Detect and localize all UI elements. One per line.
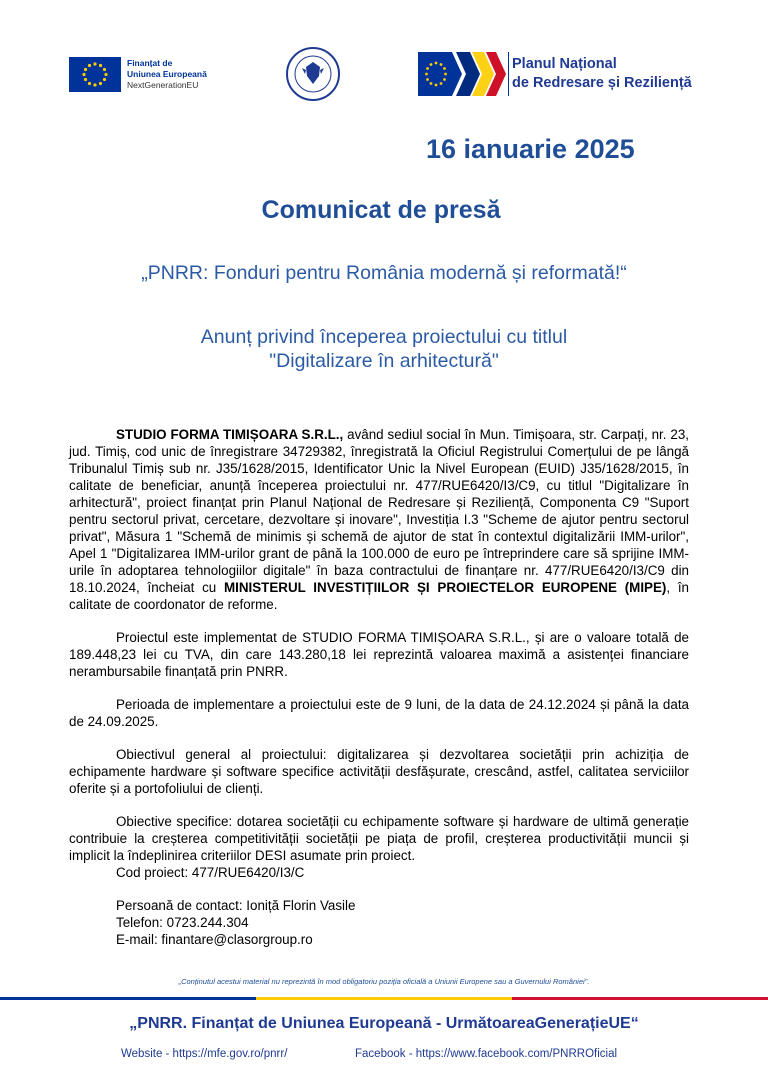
intro-text1: având sediul social în Mun. Timișoara, str. Carpați, nr. 23, jud. Timiș, cod unic de înregistrare 34729382, înregistrată la Oficiul Registrului Comerțului de pe lângă Tribunalul Timiș sub nr. J35/1628/2015, Identificator Unic la Nivel European (EUID) J35/1628/2015, în calitate de beneficiar, anunță începerea proiectului nr. 477/RUE6420/I3/C9, cu titlul "Digitalizare în arhitectură", proiect finanțat prin Planul Național de Redresare și Reziliență, Componenta C9 "Suport pentru sectorul privat, cercetare, dezvoltare și inovare", Investiția I.3 "Scheme de ajutor pentru sectorul privat", Măsura 1 "Schemă de minimis și schemă de ajutor de stat în contextul digitalizării IMM-urilor", Apel 1 "Digitalizarea IMM-urilor grant de până la 100.000 de euro pe întreprindere care să sprijine IMM-urile în adoptarea tehnologiilor digitale" în baza contractului de finanțare nr. 477/RUE6420/I3/C9 din 18.10.2024, încheiat cu	[69, 427, 689, 595]
pnrr-label	[512, 55, 692, 93]
website-link[interactable]: Website - https://mfe.gov.ro/pnrr/	[121, 1048, 288, 1060]
paragraph-period: Perioada de implementare a proiectului este de 9 luni, de la data de 24.12.2024 și până la data de 24.09.2025.	[69, 697, 689, 729]
press-date: 16 ianuarie 2025	[426, 134, 635, 164]
announcement-line1: Anunț privind începerea proiectului cu titlul	[200, 326, 568, 348]
intro-text2: , în calitate de coordonator de reforme.	[69, 580, 689, 612]
page-title-text: Comunicat de presă	[261, 196, 501, 224]
eu-flag-icon	[69, 57, 121, 92]
eu-line1: Finanțat de	[127, 58, 173, 68]
project-code: Cod proiect: 477/RUE6420/I3/C	[116, 865, 305, 880]
contact-email: E-mail: finantare@clasorgroup.ro	[116, 932, 313, 947]
paragraph-general-objective: Obiectivul general al proiectului: digitalizarea și dezvoltarea societății prin achiziția de echipamente hardware și software specifice activității desfășurate, crescând, astfel, calitatea serviciilor oferite și a portofoliului de clienți.	[69, 747, 689, 796]
announcement-line2: "Digitalizare în arhitectură"	[269, 350, 499, 372]
paragraph-specific-objectives: Obiective specifice: dotarea societății cu echipamente software și hardware de ultimă generație contribuie la creșterea competitivității societății pe piața de profil, creșterea productivității muncii și implicit la îndeplinirea criteriilor DESI asumate prin proiect.	[69, 814, 689, 863]
paragraph-intro	[69, 426, 689, 613]
company-name: STUDIO FORMA TIMIȘOARA S.R.L.,	[116, 427, 344, 442]
eu-line2: Uniunea Europeană	[127, 69, 207, 79]
eu-line3: NextGenerationEU	[127, 80, 199, 90]
footer-tricolor-rule	[0, 997, 768, 1000]
footer-slogan: „PNRR. Finanțat de Uniunea Europeană - UrmătoareaGenerațieUE“	[129, 1015, 639, 1032]
footer-disclaimer: „Conținutul acestui material nu reprezintă în mod obligatoriu poziția oficială a Uniunii Europene sau a Guvernului României".	[178, 977, 590, 986]
pnrr-divider	[508, 52, 509, 96]
contact-phone: Telefon: 0723.244.304	[116, 915, 249, 930]
ministry-name: MINISTERUL INVESTIȚIILOR ȘI PROIECTELOR EUROPENE (MIPE)	[223, 580, 667, 595]
contact-person: Persoană de contact: Ioniță Florin Vasile	[116, 898, 356, 913]
facebook-link[interactable]: Facebook - https://www.facebook.com/PNRROficial	[355, 1048, 618, 1060]
press-body	[69, 426, 689, 948]
pnrr-line2: de Redresare și Reziliență	[512, 75, 692, 91]
page-title	[0, 196, 768, 225]
eu-funding-label	[127, 58, 207, 91]
announcement-heading	[0, 325, 768, 373]
guvernul-romaniei-seal-icon	[285, 46, 341, 102]
paragraph-value: Proiectul este implementat de STUDIO FORMA TIMIȘOARA S.R.L., și are o valoare totală de 189.448,23 lei cu TVA, din care 143.280,18 lei reprezintă valoarea maximă a asistenței financiare nerambursabile finanțată prin PNRR.	[69, 630, 689, 679]
pnrr-line1: Planul Național	[512, 56, 617, 72]
pnrr-slogan: „PNRR: Fonduri pentru România modernă și reformată!“	[141, 262, 627, 284]
pnrr-flags-icon	[418, 50, 506, 98]
